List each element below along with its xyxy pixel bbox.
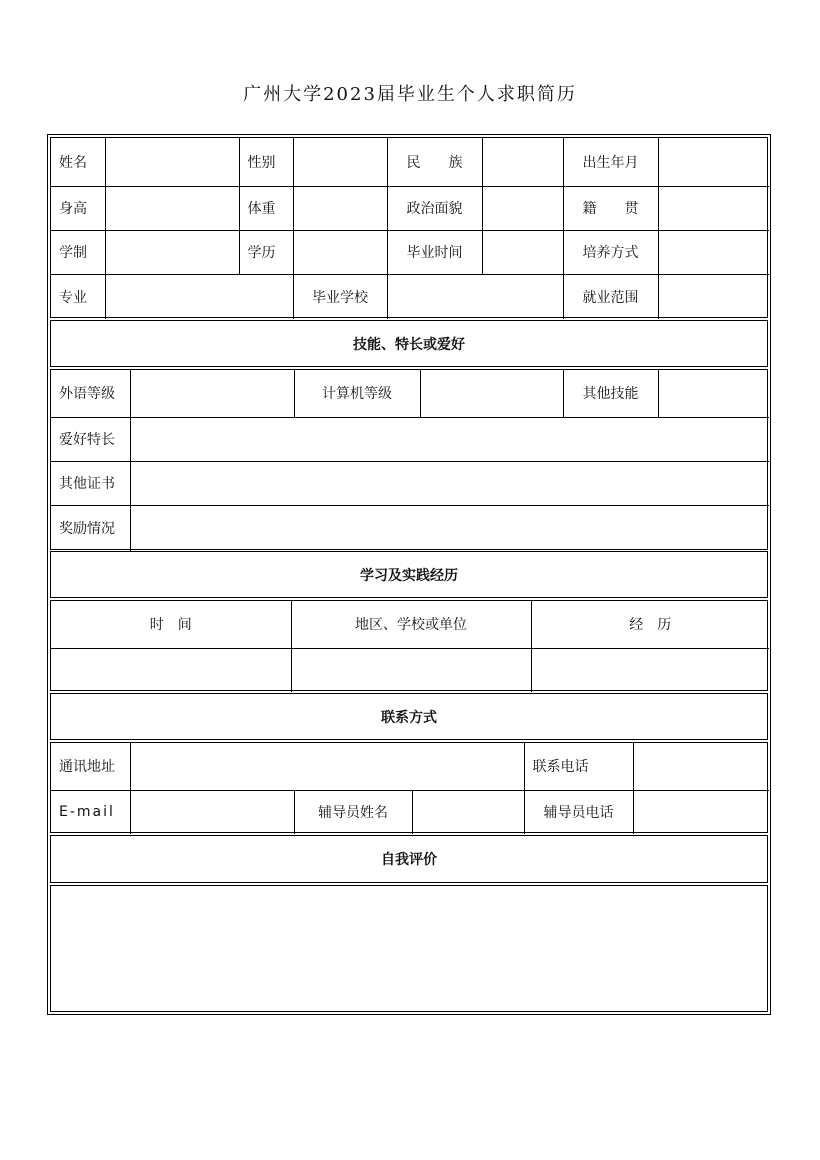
- col-experience-header: 经 历: [531, 601, 769, 648]
- counselor-phone-field[interactable]: [633, 790, 769, 834]
- schooling-length-field[interactable]: [105, 230, 239, 274]
- birth-field[interactable]: [658, 138, 769, 186]
- foreign-language-label: 外语等级: [51, 370, 130, 417]
- schooling-length-label: 学制: [51, 230, 105, 274]
- hobbies-field[interactable]: [130, 417, 769, 461]
- email-label: E-mail: [51, 790, 130, 834]
- hobbies-label: 爱好特长: [51, 417, 130, 461]
- ethnicity-label: 民 族: [387, 138, 482, 186]
- skills-section: [50, 369, 768, 550]
- name-field[interactable]: [105, 138, 239, 186]
- weight-field[interactable]: [293, 186, 387, 230]
- foreign-language-field[interactable]: [130, 370, 294, 417]
- birth-label: 出生年月: [563, 138, 658, 186]
- education-label: 学历: [239, 230, 293, 274]
- experience-place-field[interactable]: [291, 648, 531, 692]
- col-place-header: 地区、学校或单位: [291, 601, 531, 648]
- political-status-field[interactable]: [482, 186, 563, 230]
- experience-time-field[interactable]: [51, 648, 291, 692]
- weight-label: 体重: [239, 186, 293, 230]
- other-skills-field[interactable]: [658, 370, 769, 417]
- training-mode-label: 培养方式: [563, 230, 658, 274]
- self-evaluation-field[interactable]: [50, 885, 768, 1012]
- address-label: 通讯地址: [51, 743, 130, 790]
- major-field[interactable]: [105, 274, 293, 319]
- employment-scope-field[interactable]: [658, 274, 769, 319]
- other-skills-label: 其他技能: [563, 370, 658, 417]
- height-label: 身高: [51, 186, 105, 230]
- counselor-phone-label: 辅导员电话: [524, 790, 633, 834]
- email-field[interactable]: [130, 790, 294, 834]
- native-place-label: 籍 贯: [563, 186, 658, 230]
- address-field[interactable]: [130, 743, 524, 790]
- graduation-school-field[interactable]: [387, 274, 563, 319]
- col-time-header: 时 间: [51, 601, 291, 648]
- page-title: 广州大学2023届毕业生个人求职简历: [243, 84, 577, 105]
- certificates-field[interactable]: [130, 461, 769, 505]
- experience-section: [50, 600, 768, 691]
- phone-label: 联系电话: [524, 743, 633, 790]
- contact-section-header: 联系方式: [50, 693, 768, 740]
- gender-label: 性别: [239, 138, 293, 186]
- major-label: 专业: [51, 274, 105, 319]
- basic-info-section: [50, 137, 768, 318]
- self-evaluation-section-header: 自我评价: [50, 835, 768, 883]
- employment-scope-label: 就业范围: [563, 274, 658, 319]
- counselor-name-field[interactable]: [412, 790, 524, 834]
- name-label: 姓名: [51, 138, 105, 186]
- training-mode-field[interactable]: [658, 230, 769, 274]
- graduation-time-label: 毕业时间: [387, 230, 482, 274]
- graduation-time-field[interactable]: [482, 230, 563, 274]
- counselor-name-label: 辅导员姓名: [294, 790, 412, 834]
- ethnicity-field[interactable]: [482, 138, 563, 186]
- contact-section: [50, 742, 768, 833]
- experience-section-header: 学习及实践经历: [50, 551, 768, 598]
- computer-level-field[interactable]: [420, 370, 563, 417]
- graduation-school-label: 毕业学校: [293, 274, 387, 319]
- resume-form: [47, 134, 771, 1015]
- awards-label: 奖励情况: [51, 505, 130, 551]
- phone-field[interactable]: [633, 743, 769, 790]
- skills-section-header: 技能、特长或爱好: [50, 320, 768, 367]
- experience-detail-field[interactable]: [531, 648, 769, 692]
- political-status-label: 政治面貌: [387, 186, 482, 230]
- awards-field[interactable]: [130, 505, 769, 551]
- gender-field[interactable]: [293, 138, 387, 186]
- computer-level-label: 计算机等级: [294, 370, 420, 417]
- education-field[interactable]: [293, 230, 387, 274]
- certificates-label: 其他证书: [51, 461, 130, 505]
- height-field[interactable]: [105, 186, 239, 230]
- native-place-field[interactable]: [658, 186, 769, 230]
